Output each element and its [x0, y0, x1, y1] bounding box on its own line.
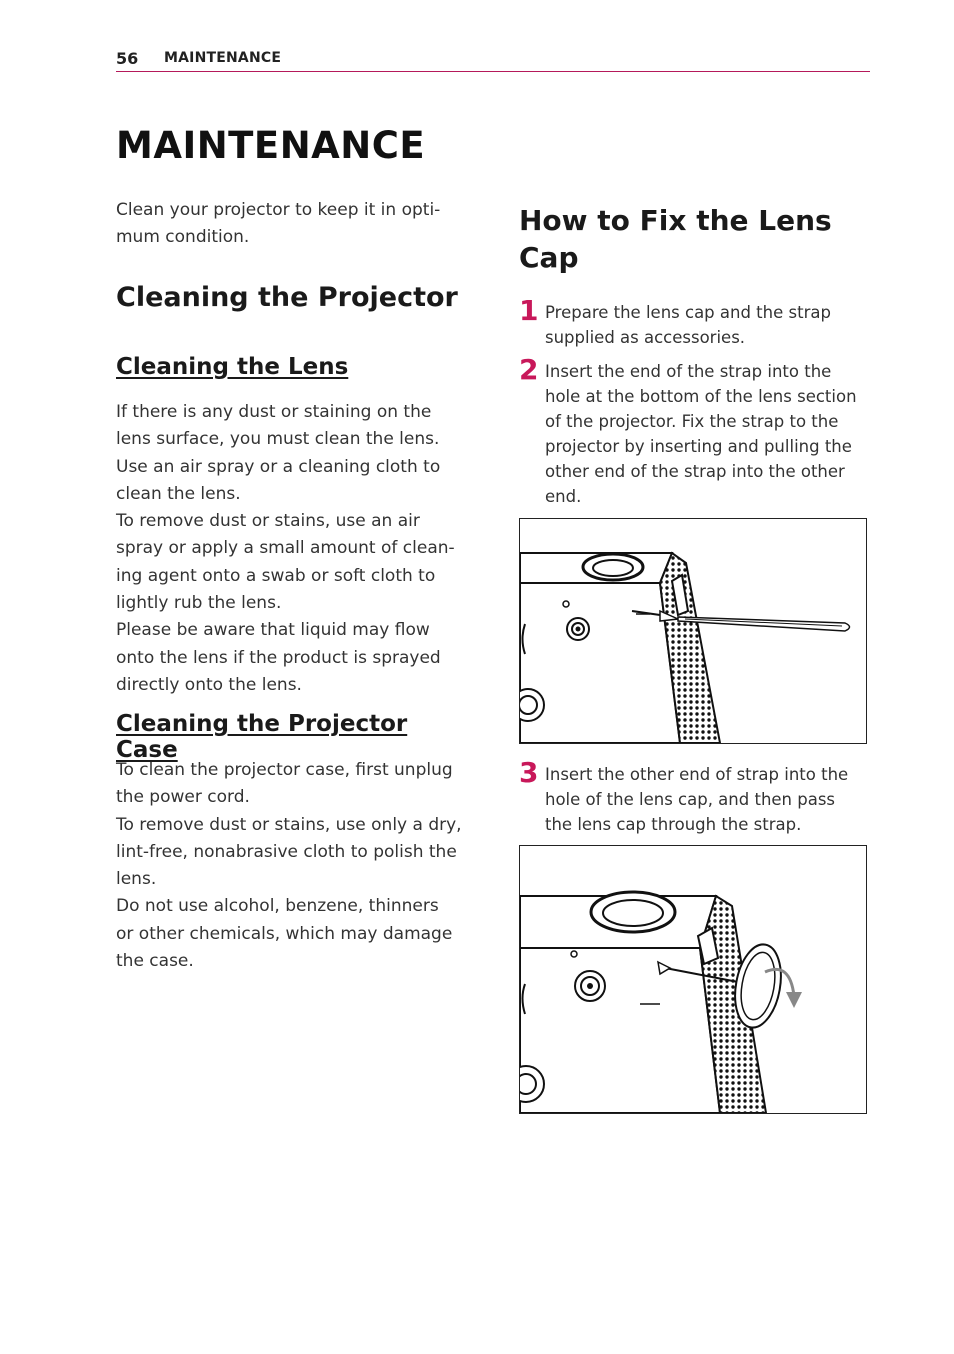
step-line: end.	[545, 487, 582, 506]
body-line: lens.	[116, 869, 157, 890]
page-title: MAINTENANCE	[116, 124, 426, 167]
body-line: To clean the projector case, first unplug	[116, 760, 453, 780]
body-line: ing agent onto a swab or soft cloth to	[116, 565, 436, 586]
lens-cap-heading	[519, 202, 871, 276]
step-line: Insert the other end of strap into the	[545, 765, 849, 784]
step-number: 1	[519, 294, 539, 327]
step-text	[545, 300, 873, 350]
strap-attach-illustration	[519, 518, 867, 744]
body-line: lint-free, nonabrasive cloth to polish the	[116, 841, 457, 862]
intro-paragraph	[116, 197, 466, 252]
running-header	[116, 49, 870, 72]
step-line: other end of the strap into the other	[545, 462, 845, 481]
body-line: directly onto the lens.	[116, 674, 302, 695]
step-text	[545, 359, 873, 509]
body-line: Do not use alcohol, benzene, thinners	[116, 896, 439, 917]
body-line: lens surface, you must clean the lens.	[116, 429, 440, 450]
cleaning-case-body	[116, 757, 466, 975]
step-line: the lens cap through the strap.	[545, 815, 802, 834]
body-line: Use an air spray or a cleaning cloth to	[116, 456, 441, 477]
cleaning-case-heading: Cleaning the Projector Case	[116, 711, 408, 763]
body-line: clean the lens.	[116, 483, 241, 504]
intro-line: Clean your projector to keep it in opti-	[116, 200, 441, 220]
cleaning-lens-heading: Cleaning the Lens	[116, 354, 349, 380]
body-line: the case.	[116, 951, 194, 972]
projector-lens-cap-drawing	[520, 846, 866, 1113]
step-line: hole at the bottom of the lens section	[545, 387, 857, 406]
step-line: Insert the end of the strap into the	[545, 362, 832, 381]
step-number: 2	[519, 353, 539, 386]
step-line: hole of the lens cap, and then pass	[545, 790, 836, 809]
projector-strap-drawing	[520, 519, 866, 743]
lens-cap-heading-line: Cap	[519, 241, 579, 274]
step-line: of the projector. Fix the strap to the	[545, 412, 839, 431]
body-line: onto the lens if the product is sprayed	[116, 647, 441, 668]
body-line: To remove dust or stains, use only a dry,	[116, 814, 462, 835]
body-line: Please be aware that liquid may flow	[116, 620, 430, 641]
step-text	[545, 762, 873, 837]
step-number: 3	[519, 756, 539, 789]
body-line: spray or apply a small amount of clean-	[116, 538, 455, 559]
step-line: projector by inserting and pulling the	[545, 437, 852, 456]
body-line: If there is any dust or staining on the	[116, 402, 432, 422]
lens-cap-heading-line: How to Fix the Lens	[519, 204, 832, 237]
body-line: lightly rub the lens.	[116, 593, 282, 614]
step-line: Prepare the lens cap and the strap	[545, 303, 831, 322]
lens-cap-attach-illustration	[519, 845, 867, 1114]
page-number: 56	[116, 49, 139, 68]
header-section-title: MAINTENANCE	[164, 50, 282, 66]
step-line: supplied as accessories.	[545, 328, 746, 347]
intro-line: mum condition.	[116, 227, 250, 248]
body-line: To remove dust or stains, use an air	[116, 511, 420, 532]
cleaning-projector-heading: Cleaning the Projector	[116, 282, 458, 313]
body-line: or other chemicals, which may damage	[116, 923, 453, 944]
body-line: the power cord.	[116, 787, 250, 808]
cleaning-lens-body	[116, 399, 466, 699]
